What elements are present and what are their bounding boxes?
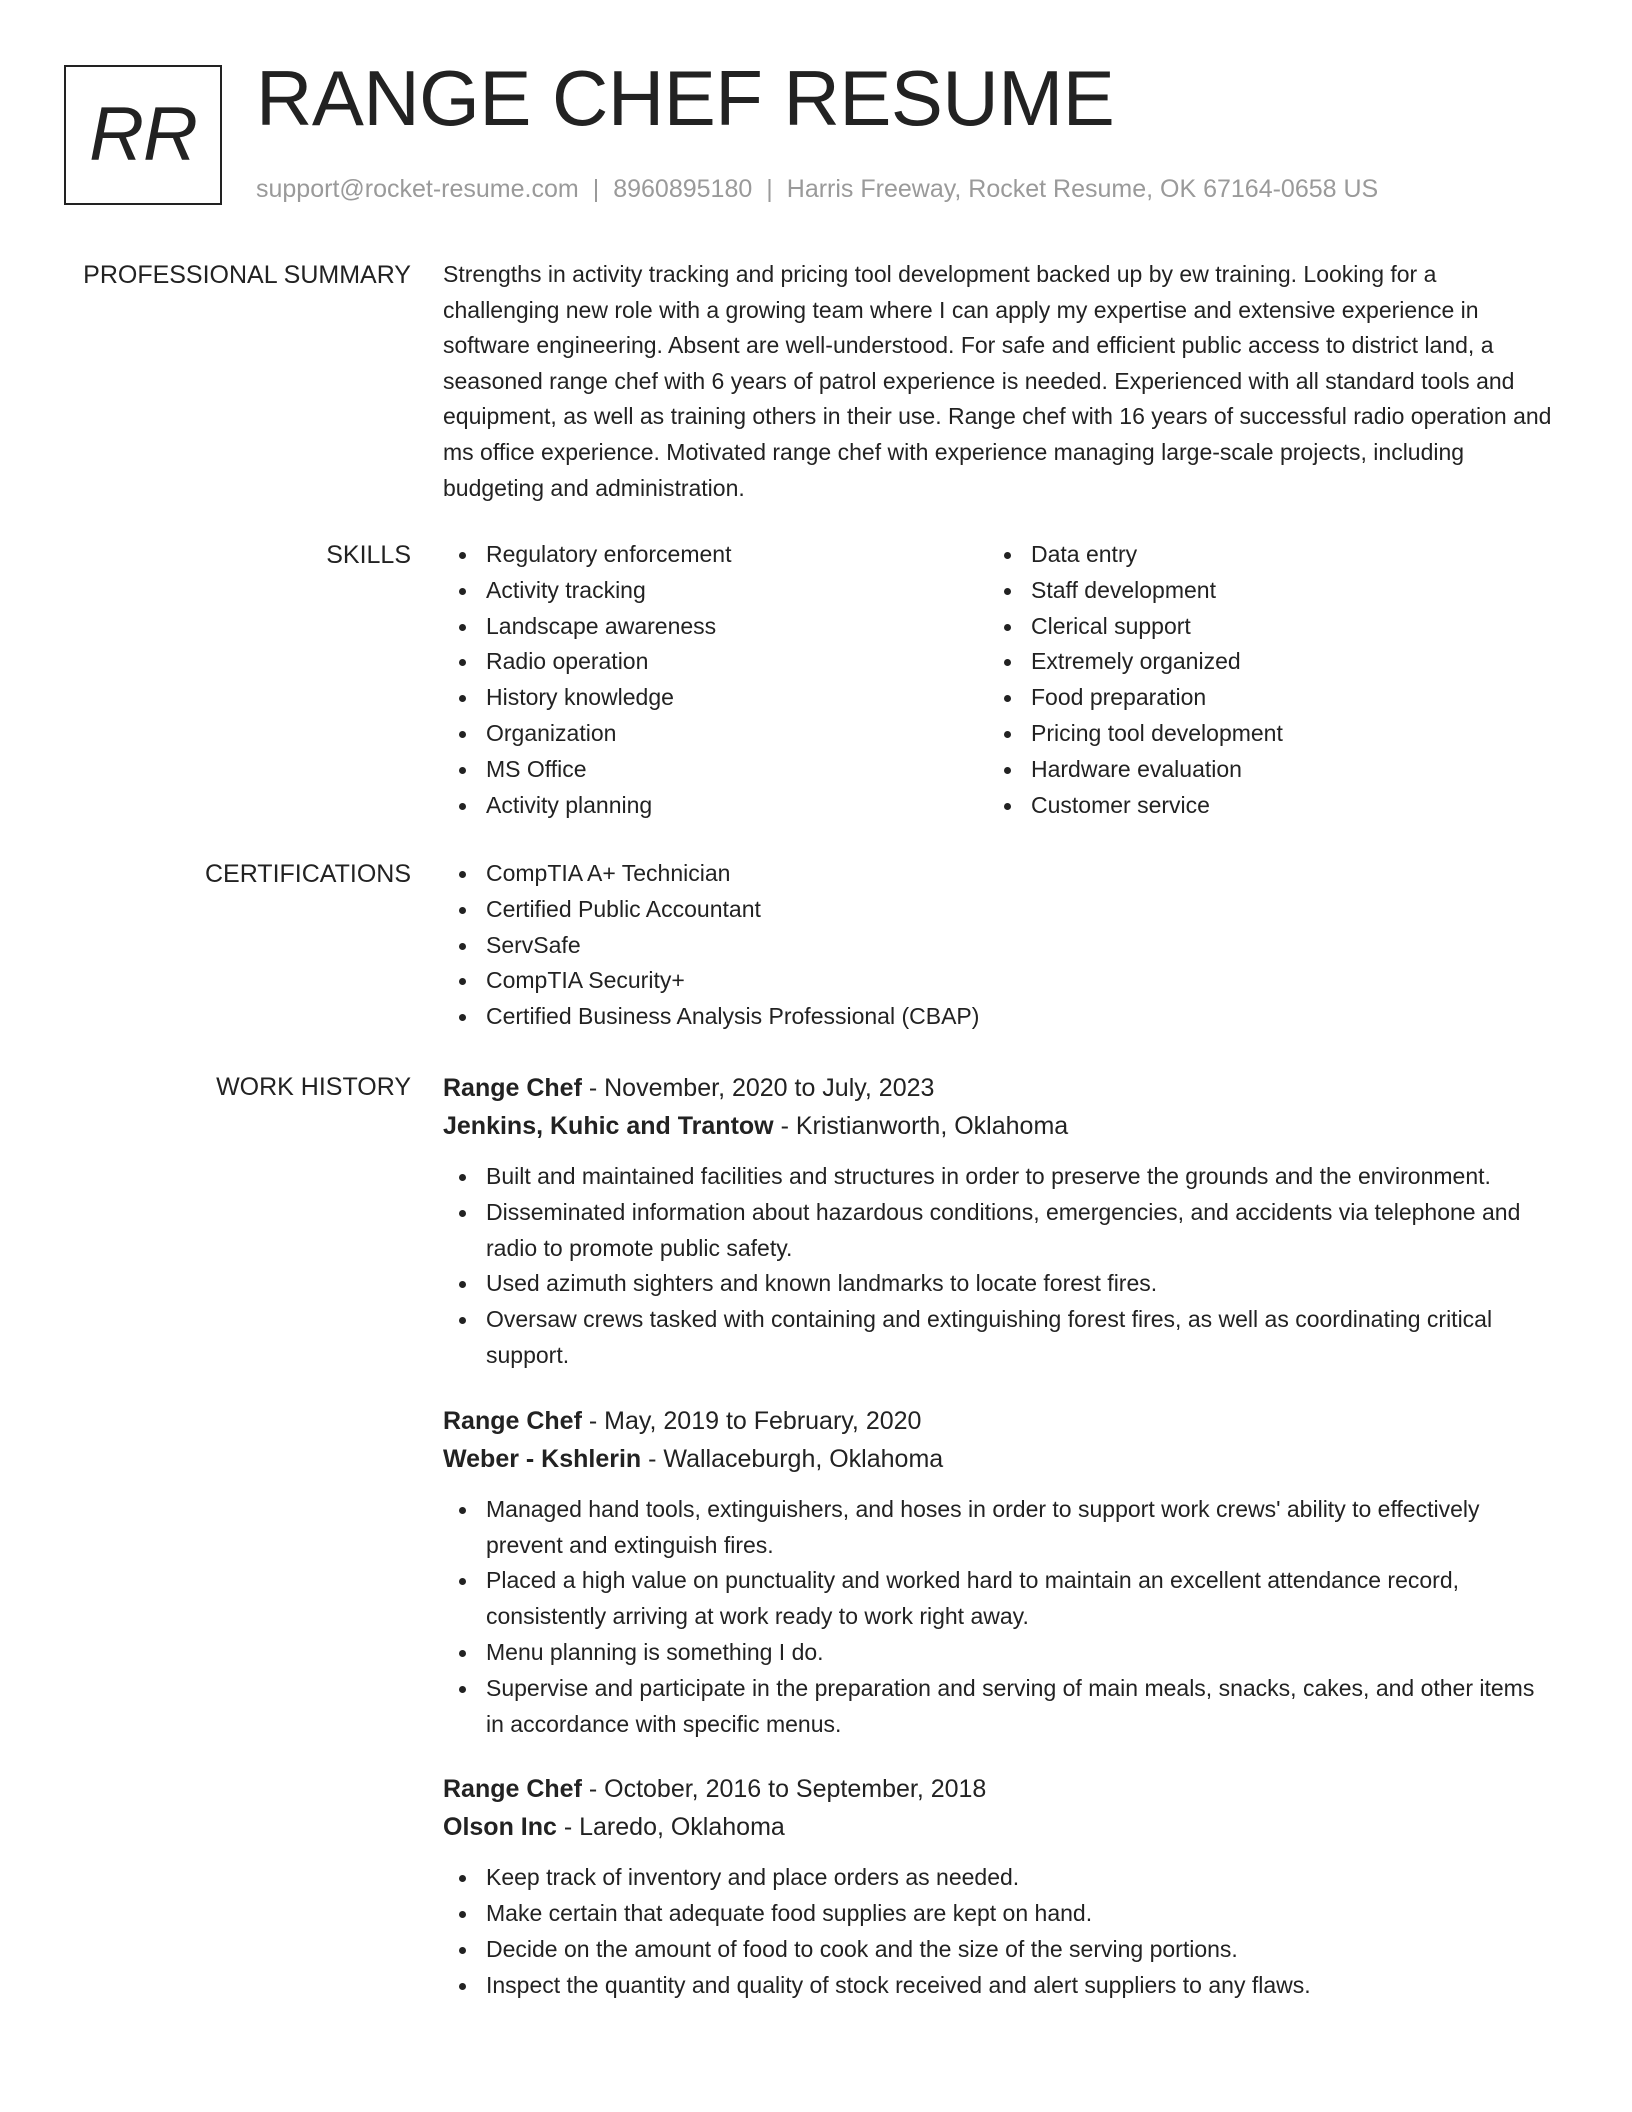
job-duty: Oversaw crews tasked with containing and extinguishing forest fires, as well as coordinating critical support. xyxy=(443,1302,1553,1374)
contact-separator: | xyxy=(766,175,773,203)
skill-item: Radio operation xyxy=(443,644,988,680)
job-duty: Decide on the amount of food to cook and the size of the serving portions. xyxy=(443,1932,1553,1968)
job-duty: Keep track of inventory and place orders as needed. xyxy=(443,1860,1553,1896)
certification-item: Certified Business Analysis Professional (CBAP) xyxy=(443,999,1553,1035)
job-duty: Built and maintained facilities and structures in order to preserve the grounds and the environment. xyxy=(443,1159,1553,1195)
job-location: - Laredo, Oklahoma xyxy=(556,1813,785,1842)
certifications-heading: CERTIFICATIONS xyxy=(204,860,411,888)
certification-item: CompTIA Security+ xyxy=(443,963,1553,999)
contact-email: support@rocket-resume.com xyxy=(256,175,579,203)
job-location: - Wallaceburgh, Oklahoma xyxy=(641,1444,944,1473)
skill-item: Organization xyxy=(443,716,988,752)
skills-list-right xyxy=(988,537,1533,823)
job-dates: - October, 2016 to September, 2018 xyxy=(581,1775,987,1804)
skill-item: Activity tracking xyxy=(443,573,988,609)
resume-title: RANGE CHEF RESUME xyxy=(256,54,1115,142)
skills-list-left xyxy=(443,537,988,823)
skill-item: Pricing tool development xyxy=(988,716,1533,752)
job-company-line xyxy=(443,1440,1553,1478)
job-duty: Supervise and participate in the preparation and serving of main meals, snacks, cakes, and other items in accordance with specific menus. xyxy=(443,1671,1553,1743)
skill-item: Activity planning xyxy=(443,788,988,824)
contact-phone: 8960895180 xyxy=(613,175,753,203)
job-company-line xyxy=(443,1107,1553,1145)
certification-item: CompTIA A+ Technician xyxy=(443,856,1553,892)
job-duty: Placed a high value on punctuality and worked hard to maintain an excellent attendance record, consistently arriving at work ready to work right away. xyxy=(443,1563,1553,1635)
job-title-line xyxy=(443,1402,1553,1440)
certifications-list xyxy=(443,856,1553,1035)
job-title: Range Chef xyxy=(443,1074,582,1102)
skills-body xyxy=(443,537,1553,823)
skill-item: Landscape awareness xyxy=(443,609,988,645)
contact-separator: | xyxy=(592,175,600,203)
contact-line xyxy=(256,174,1378,204)
job-title-line xyxy=(443,1069,1553,1107)
job-company-line xyxy=(443,1808,1553,1846)
job-title: Range Chef xyxy=(443,1406,582,1435)
skills-heading: SKILLS xyxy=(326,541,411,569)
job-duties xyxy=(443,1492,1553,1743)
job-dates: - November, 2020 to July, 2023 xyxy=(581,1074,935,1102)
skill-item: Regulatory enforcement xyxy=(443,537,988,573)
skill-item: Food preparation xyxy=(988,680,1533,716)
skill-item: MS Office xyxy=(443,752,988,788)
job-duties xyxy=(443,1860,1553,2003)
job-entry xyxy=(443,1069,1553,1374)
job-title-line xyxy=(443,1770,1553,1808)
job-company: Olson Inc xyxy=(443,1813,557,1842)
skill-item: Staff development xyxy=(988,573,1533,609)
work-history-body xyxy=(443,1069,1553,2004)
job-duty: Make certain that adequate food supplies are kept on hand. xyxy=(443,1896,1553,1932)
job-title: Range Chef xyxy=(443,1775,582,1804)
monogram-initials: RR xyxy=(89,92,197,177)
summary-text: Strengths in activity tracking and pricing tool development backed up by ew training. Looking for a challenging new role with a growing team where I can apply my expertise and extensive experience in software engineering. Absent are well-understood. For safe and efficient public access to district land, a seasoned range chef with 6 years of patrol experience is needed. Experienced with all standard tools and equipment, as well as training others in their use. Range chef with 16 years of successful radio operation and ms office experience. Motivated range chef with experience managing large-scale projects, including budgeting and administration. xyxy=(443,261,1552,501)
job-company: Jenkins, Kuhic and Trantow xyxy=(443,1112,774,1140)
job-entry xyxy=(443,1770,1553,2003)
job-duties xyxy=(443,1159,1553,1374)
job-duty: Menu planning is something I do. xyxy=(443,1635,1553,1671)
job-location: - Kristianworth, Oklahoma xyxy=(773,1112,1069,1140)
job-company: Weber - Kshlerin xyxy=(443,1444,642,1473)
summary-heading: PROFESSIONAL SUMMARY xyxy=(83,261,411,289)
skill-item: Customer service xyxy=(988,788,1533,824)
job-duty: Managed hand tools, extinguishers, and hoses in order to support work crews' ability to effectively prevent and extinguish fires. xyxy=(443,1492,1553,1564)
certifications-body xyxy=(443,856,1553,1035)
skill-item: Clerical support xyxy=(988,609,1533,645)
job-duty: Inspect the quantity and quality of stock received and alert suppliers to any flaws. xyxy=(443,1968,1553,2004)
job-duty: Disseminated information about hazardous conditions, emergencies, and accidents via telephone and radio to promote public safety. xyxy=(443,1195,1553,1267)
job-dates: - May, 2019 to February, 2020 xyxy=(581,1406,922,1435)
certification-item: ServSafe xyxy=(443,928,1553,964)
skill-item: Extremely organized xyxy=(988,644,1533,680)
contact-address: Harris Freeway, Rocket Resume, OK 67164-0658 US xyxy=(786,175,1379,203)
skill-item: Hardware evaluation xyxy=(988,752,1533,788)
skill-item: Data entry xyxy=(988,537,1533,573)
skill-item: History knowledge xyxy=(443,680,988,716)
job-duty: Used azimuth sighters and known landmarks to locate forest fires. xyxy=(443,1266,1553,1302)
monogram-logo xyxy=(64,65,222,205)
work-history-heading: WORK HISTORY xyxy=(216,1073,411,1101)
job-entry xyxy=(443,1402,1553,1743)
certification-item: Certified Public Accountant xyxy=(443,892,1553,928)
